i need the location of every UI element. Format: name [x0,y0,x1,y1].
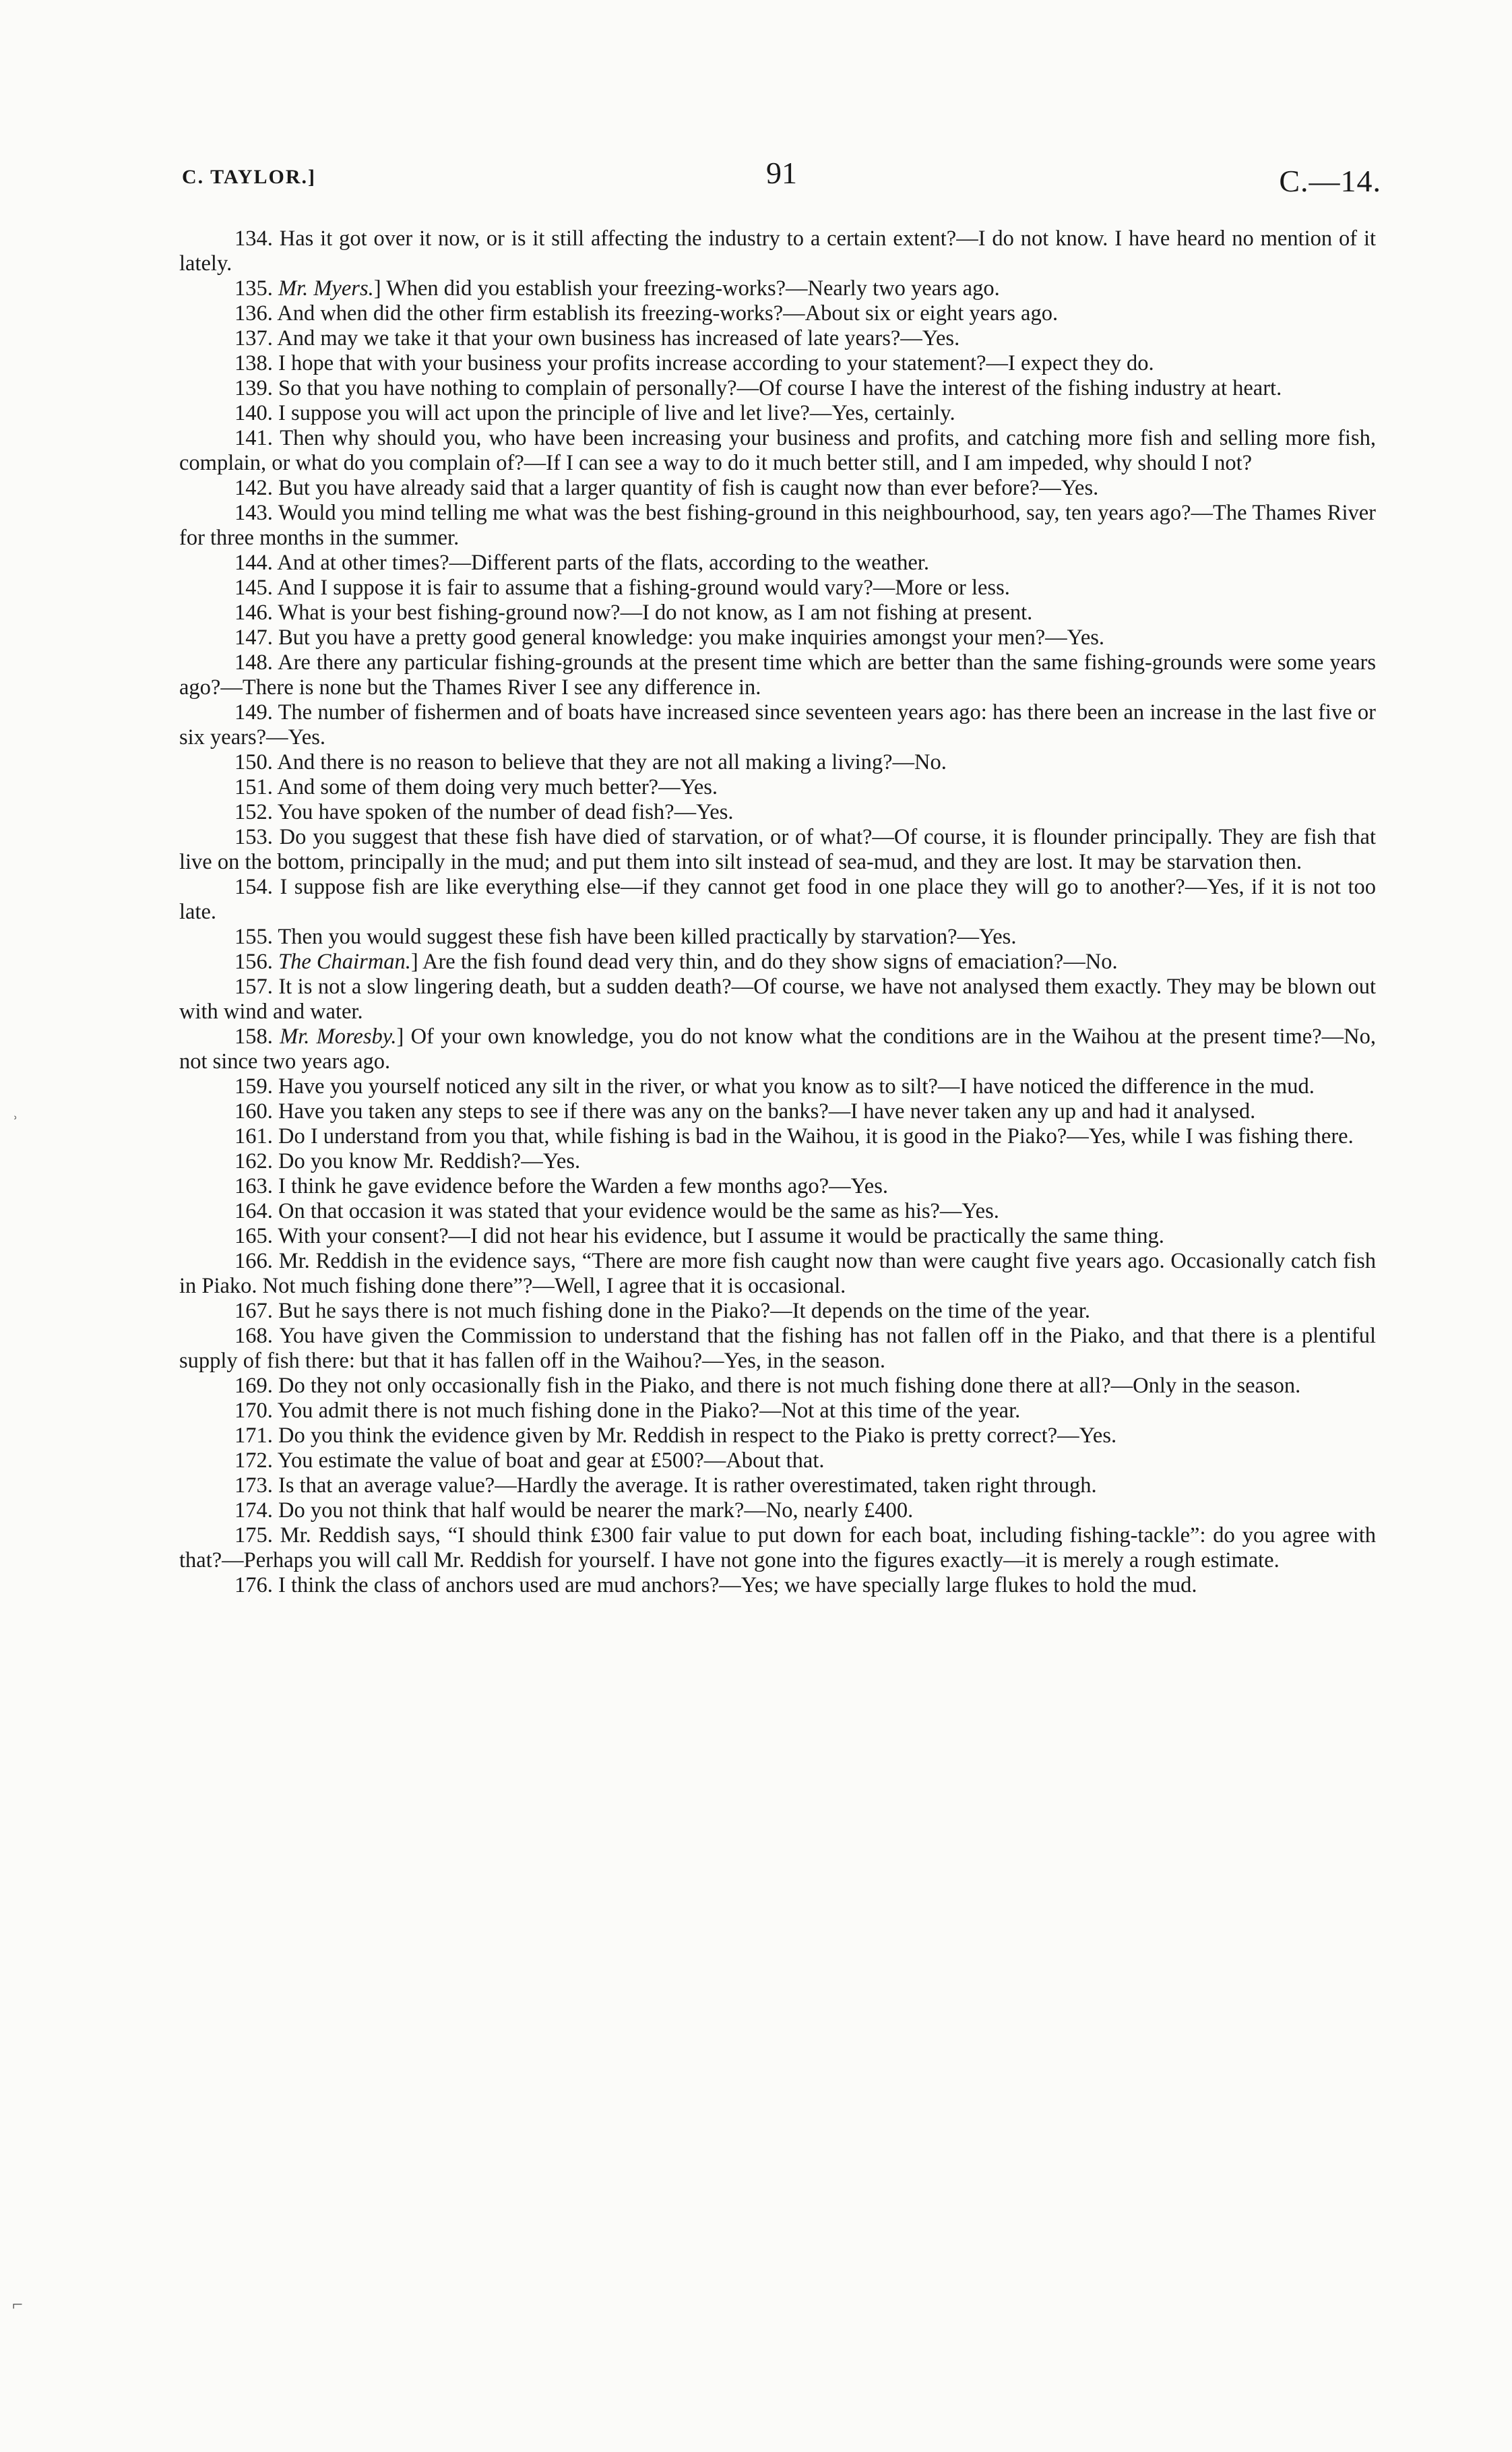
question-number: 135. [234,276,273,301]
question-answer-text: You have spoken of the number of dead fish?—Yes. [277,800,734,824]
question-number: 159. [234,1074,273,1099]
testimony-paragraph [179,301,1376,326]
question-number: 158. [234,1024,273,1049]
testimony-paragraph [179,601,1376,625]
testimony-paragraph [179,276,1376,301]
testimony-paragraph [179,975,1376,1024]
testimony-paragraph [179,1149,1376,1174]
question-answer-text: On that occasion it was stated that your evidence would be the same as his?—Yes. [278,1199,999,1223]
testimony-paragraph [179,401,1376,426]
testimony-paragraph [179,1523,1376,1573]
testimony-paragraph [179,551,1376,576]
question-answer-text: What is your best fishing-ground now?—I do not know, as I am not fishing at present. [278,601,1033,625]
question-number: 173. [234,1473,273,1498]
testimony-paragraph [179,1174,1376,1199]
testimony-paragraph [179,700,1376,750]
question-number: 168. [234,1324,273,1348]
question-answer-text: Would you mind telling me what was the best fishing-ground in this neighbourhood, say, ten years ago?—The Thames River for three months in the summer. [179,501,1376,550]
question-answer-text: I suppose you will act upon the principle of live and let live?—Yes, certainly. [278,401,955,425]
question-answer-text: Then why should you, who have been increasing your business and profits, and catching more fish and selling more fish, complain, or what do you complain of?—If I can see a way to do it much better still, and I am impeded, why should I not? [179,426,1376,475]
question-number: 162. [234,1149,273,1173]
question-number: 144. [234,551,273,575]
question-answer-text: With your consent?—I did not hear his evidence, but I assume it would be practically the same thing. [278,1224,1164,1248]
question-answer-text: Do you suggest that these fish have died of starvation, or of what?—Of course, it is flounder principally. They are fish that live on the bottom, principally in the mud; and put them into silt instead of sea-mud, and they are lost. It may be starvation then. [179,825,1376,874]
question-answer-text: But he says there is not much fishing done in the Piako?—It depends on the time of the year. [278,1299,1090,1323]
question-number: 140. [234,401,273,425]
testimony-paragraph [179,1374,1376,1399]
question-answer-text: Are there any particular fishing-grounds at the present time which are better than the same fishing-grounds were some years ago?—There is none but the Thames River I see any difference in. [179,650,1376,700]
testimony-paragraph [179,1324,1376,1374]
question-number: 155. [234,925,273,949]
question-number: 134. [234,226,273,251]
question-number: 164. [234,1199,273,1223]
question-answer-text: And I suppose it is fair to assume that a fishing-ground would vary?—More or less. [277,576,1010,600]
question-answer-text: And there is no reason to believe that they are not all making a living?—No. [277,750,947,774]
testimony-paragraph [179,775,1376,800]
testimony-paragraph [179,1024,1376,1074]
question-number: 176. [234,1573,273,1597]
question-number: 154. [234,875,273,899]
testimony-paragraph [179,1399,1376,1423]
question-answer-text: I suppose fish are like everything else—if they cannot get food in one place they will go to another?—Yes, if it is not too late. [179,875,1377,924]
question-answer-text: I think he gave evidence before the Warden a few months ago?—Yes. [278,1174,888,1198]
question-number: 142. [234,476,273,500]
question-number: 145. [234,576,273,600]
question-number: 166. [234,1249,273,1273]
testimony-paragraph [179,1199,1376,1224]
question-number: 156. [234,950,273,974]
testimony-paragraph [179,1473,1376,1498]
testimony-paragraph [179,1573,1376,1598]
question-number: 167. [234,1299,273,1323]
question-answer-text: I think the class of anchors used are mud anchors?—Yes; we have specially large flukes to hold the mud. [278,1573,1197,1597]
question-number: 160. [234,1099,273,1124]
testimony-paragraph [179,925,1376,950]
question-number: 141. [234,426,273,450]
question-answer-text: Have you yourself noticed any silt in the river, or what you know as to silt?—I have noticed the difference in the mud. [278,1074,1315,1099]
testimony-paragraph [179,1299,1376,1324]
speaker-name: Mr. Moresby. [280,1024,397,1049]
question-number: 169. [234,1374,273,1398]
question-number: 152. [234,800,273,824]
question-answer-text: And at other times?—Different parts of the flats, according to the weather. [277,551,929,575]
question-answer-text: Do you know Mr. Reddish?—Yes. [278,1149,581,1173]
question-number: 163. [234,1174,273,1198]
question-answer-text: And when did the other firm establish its freezing-works?—About six or eight years ago. [277,301,1059,326]
question-number: 150. [234,750,273,774]
testimony-paragraph [179,625,1376,650]
paper-reference: C.—14. [1279,164,1381,198]
transcript-body [179,226,1376,1598]
testimony-paragraph [179,376,1376,401]
question-number: 170. [234,1399,273,1423]
question-number: 149. [234,700,273,725]
question-number: 151. [234,775,273,799]
question-number: 139. [234,376,273,400]
question-answer-text: Is that an average value?—Hardly the average. It is rather overestimated, taken right through. [278,1473,1097,1498]
question-number: 174. [234,1498,273,1523]
page-number: 91 [766,156,797,190]
question-number: 147. [234,625,273,650]
speaker-name: Mr. Myers. [278,276,374,301]
question-number: 153. [234,825,273,849]
margin-mark: ⌐ [12,2294,23,2315]
testimony-paragraph [179,226,1376,276]
question-answer-text: Do you think the evidence given by Mr. Reddish in respect to the Piako is pretty correct?—Yes. [278,1423,1117,1448]
testimony-paragraph [179,950,1376,975]
testimony-paragraph [179,476,1376,501]
question-number: 143. [234,501,273,525]
page-header [182,154,1381,208]
testimony-paragraph [179,1448,1376,1473]
question-answer-text: I hope that with your business your profits increase according to your statement?—I expect they do. [278,351,1154,375]
question-number: 161. [234,1124,273,1148]
testimony-paragraph [179,351,1376,376]
question-answer-text: And may we take it that your own business has increased of late years?—Yes. [277,326,960,350]
margin-mark: ˒ [12,1104,19,1125]
question-number: 171. [234,1423,273,1448]
testimony-paragraph [179,1224,1376,1249]
testimony-paragraph [179,576,1376,601]
question-answer-text: But you have a pretty good general knowledge: you make inquiries amongst your men?—Yes. [278,625,1105,650]
testimony-paragraph [179,1423,1376,1448]
testimony-paragraph [179,326,1376,351]
question-number: 148. [234,650,273,675]
question-answer-text: Mr. Reddish in the evidence says, “There are more fish caught now than were caught five years ago. Occasionally catch fish in Piako. Not much fishing done there”?—Well, I agree that it is occasional. [179,1249,1377,1298]
question-number: 137. [234,326,273,350]
question-number: 146. [234,601,273,625]
testimony-paragraph [179,426,1376,476]
question-number: 175. [234,1523,273,1547]
question-answer-text: So that you have nothing to complain of personally?—Of course I have the interest of the fishing industry at heart. [278,376,1282,400]
question-answer-text: It is not a slow lingering death, but a sudden death?—Of course, we have not analysed them exactly. They may be blown out with wind and water. [179,975,1376,1024]
testimony-paragraph [179,501,1376,551]
testimony-paragraph [179,750,1376,775]
question-answer-text: ] Are the fish found dead very thin, and do they show signs of emaciation?—No. [410,950,1118,974]
question-answer-text: Then you would suggest these fish have been killed practically by starvation?—Yes. [278,925,1017,949]
question-answer-text: Mr. Reddish says, “I should think £300 fair value to put down for each boat, including fishing-tackle”: do you agree with that?—Perhaps you will call Mr. Reddish for yourself. I have not gone into the figures exactly—it is merely a rough estimate. [179,1523,1377,1572]
question-answer-text: Do you not think that half would be nearer the mark?—No, nearly £400. [278,1498,914,1523]
testimony-paragraph [179,650,1376,700]
testimony-paragraph [179,1074,1376,1099]
testimony-paragraph [179,1099,1376,1124]
testimony-paragraph [179,1124,1376,1149]
question-answer-text: ] When did you establish your freezing-works?—Nearly two years ago. [373,276,1000,301]
question-number: 157. [234,975,273,999]
testimony-paragraph [179,825,1376,875]
question-answer-text: You admit there is not much fishing done in the Piako?—Not at this time of the year. [277,1399,1021,1423]
question-number: 172. [234,1448,273,1473]
question-answer-text: ] Of your own knowledge, you do not know what the conditions are in the Waihou at the present time?—No, not since two years ago. [179,1024,1376,1074]
testimony-paragraph [179,800,1376,825]
question-number: 165. [234,1224,273,1248]
question-answer-text: You have given the Commission to understand that the fishing has not fallen off in the Piako, and that there is a plentiful supply of fish there: but that it has fallen off in the Waihou?—Yes, in the season. [179,1324,1377,1373]
testimony-paragraph [179,875,1376,925]
question-answer-text: The number of fishermen and of boats have increased since seventeen years ago: has there been an increase in the last five or six years?—Yes. [179,700,1376,749]
witness-name: C. TAYLOR.] [182,166,316,188]
testimony-paragraph [179,1249,1376,1299]
question-answer-text: And some of them doing very much better?—Yes. [277,775,718,799]
testimony-paragraph [179,1498,1376,1523]
question-number: 138. [234,351,273,375]
question-answer-text: Do they not only occasionally fish in the Piako, and there is not much fishing done there at all?—Only in the season. [278,1374,1301,1398]
question-number: 136. [234,301,273,326]
question-answer-text: Do I understand from you that, while fishing is bad in the Waihou, it is good in the Piako?—Yes, while I was fishing there. [278,1124,1354,1148]
question-answer-text: Have you taken any steps to see if there was any on the banks?—I have never taken any up and had it analysed. [278,1099,1256,1124]
question-answer-text: But you have already said that a larger quantity of fish is caught now than ever before?—Yes. [278,476,1099,500]
question-answer-text: Has it got over it now, or is it still affecting the industry to a certain extent?—I do not know. I have heard no mention of it lately. [179,226,1376,276]
speaker-name: The Chairman. [278,950,411,974]
question-answer-text: You estimate the value of boat and gear at £500?—About that. [277,1448,825,1473]
